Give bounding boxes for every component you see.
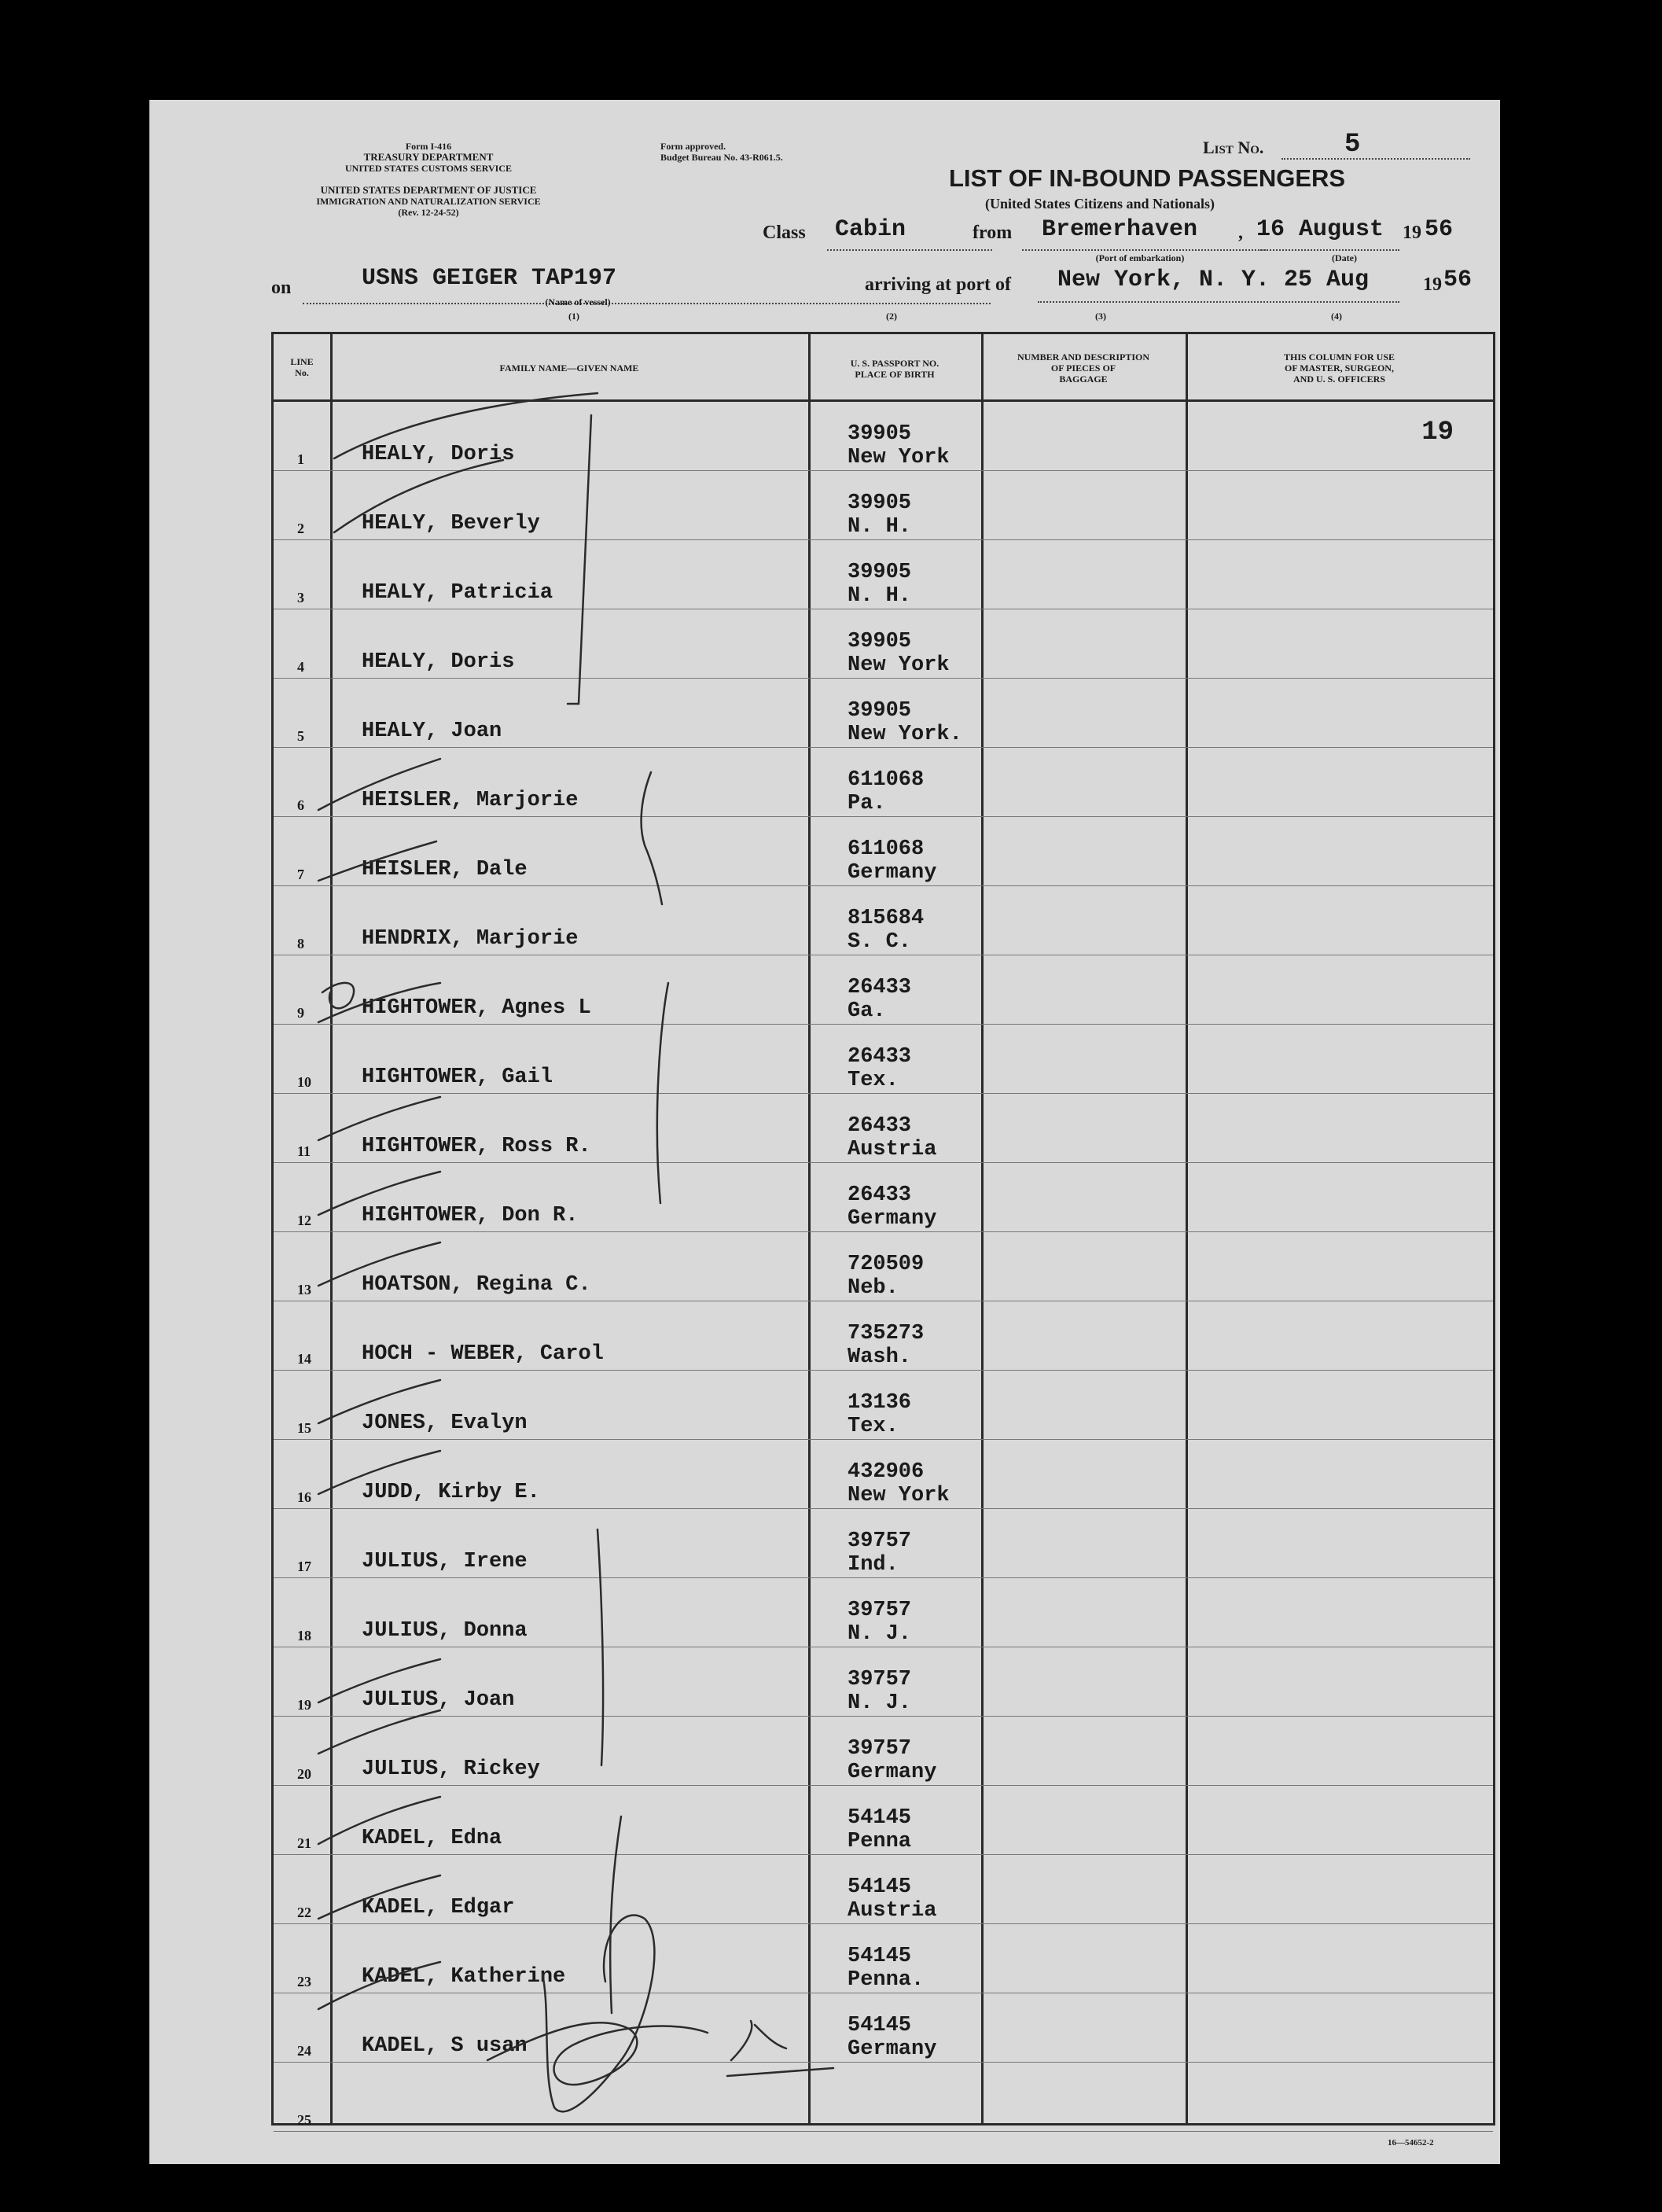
passport-number: 611068 bbox=[848, 768, 925, 792]
line-number: 12 bbox=[297, 1213, 311, 1228]
place-of-birth: Germany bbox=[848, 2037, 937, 2061]
form-title: LIST OF IN-BOUND PASSENGERS bbox=[949, 164, 1346, 192]
passport-number: 39757 bbox=[848, 1668, 912, 1691]
passport-number: 815684 bbox=[848, 907, 925, 930]
list-number-label: List No. bbox=[1203, 138, 1264, 157]
passport-number: 432906 bbox=[848, 1460, 925, 1484]
form-subtitle: (United States Citizens and Nationals) bbox=[985, 196, 1215, 212]
line-number: 13 bbox=[297, 1282, 311, 1297]
passport-number: 54145 bbox=[848, 2014, 912, 2037]
check-mark bbox=[318, 1875, 440, 1919]
passport-number: 26433 bbox=[848, 1114, 912, 1138]
passport-number: 39905 bbox=[848, 699, 912, 723]
passenger-name: HEALY, Patricia bbox=[362, 581, 553, 605]
line-number: 15 bbox=[297, 1420, 311, 1436]
family-bracket-heisler bbox=[642, 772, 662, 904]
family-bracket-julius bbox=[598, 1529, 603, 1765]
place-of-birth: Austria bbox=[848, 1138, 937, 1161]
passenger-name: HENDRIX, Marjorie bbox=[362, 927, 579, 951]
line-number: 16 bbox=[297, 1489, 311, 1505]
passport-number: 611068 bbox=[848, 837, 925, 861]
passport-number: 39757 bbox=[848, 1599, 912, 1622]
list-number: 5 bbox=[1344, 130, 1361, 160]
line-number: 14 bbox=[297, 1351, 311, 1367]
family-bracket-hightower bbox=[657, 983, 668, 1203]
family-bracket-healy bbox=[568, 415, 591, 704]
line-number: 2 bbox=[297, 521, 304, 536]
from-label: from bbox=[973, 223, 1013, 243]
check-mark bbox=[318, 1710, 440, 1754]
header-family-name: FAMILY NAME—GIVEN NAME bbox=[499, 363, 639, 374]
line-number: 6 bbox=[297, 797, 304, 813]
customs-service: UNITED STATES CUSTOMS SERVICE bbox=[345, 163, 512, 174]
passport-number: 39905 bbox=[848, 422, 912, 446]
place-of-birth: Germany bbox=[848, 861, 937, 885]
passenger-name: HEALY, Doris bbox=[362, 443, 515, 466]
treasury-department: TREASURY DEPARTMENT bbox=[363, 151, 494, 163]
column-2-number: (2) bbox=[886, 311, 897, 322]
line-number: 21 bbox=[297, 1835, 311, 1851]
check-mark bbox=[318, 1380, 440, 1423]
form-number: Form I-416 bbox=[405, 141, 452, 152]
footer-code: 16—54652-2 bbox=[1388, 2138, 1434, 2148]
place-of-birth: New York bbox=[848, 446, 950, 469]
passenger-name: JONES, Evalyn bbox=[362, 1411, 528, 1435]
check-mark bbox=[334, 393, 598, 458]
line-number: 18 bbox=[297, 1628, 311, 1643]
passport-number: 26433 bbox=[848, 976, 912, 999]
initials-mark bbox=[727, 2021, 833, 2076]
place-of-birth: New York bbox=[848, 653, 950, 677]
passport-number: 13136 bbox=[848, 1391, 912, 1415]
comma: , bbox=[1238, 223, 1243, 243]
place-of-birth: Ind. bbox=[848, 1553, 899, 1577]
line-number: 8 bbox=[297, 936, 304, 951]
date-year: 56 bbox=[1425, 216, 1454, 243]
place-of-birth: Germany bbox=[848, 1207, 937, 1231]
check-mark bbox=[318, 1797, 440, 1844]
line-number: 3 bbox=[297, 590, 304, 605]
passport-number: 54145 bbox=[848, 1875, 912, 1899]
place-of-birth: N. J. bbox=[848, 1691, 912, 1715]
line-number: 9 bbox=[297, 1005, 304, 1021]
check-mark bbox=[318, 1451, 440, 1494]
passenger-name: JULIUS, Donna bbox=[362, 1619, 528, 1643]
passenger-name: JULIUS, Joan bbox=[362, 1688, 515, 1712]
class-value: Cabin bbox=[835, 216, 906, 243]
check-mark bbox=[318, 1659, 440, 1702]
check-mark bbox=[318, 983, 440, 1022]
passport-number: 39757 bbox=[848, 1529, 912, 1553]
vessel-name: USNS GEIGER TAP197 bbox=[362, 265, 617, 292]
line-number: 11 bbox=[297, 1143, 311, 1159]
arrival-year-prefix: 19 bbox=[1423, 274, 1442, 295]
arrival-port-date: New York, N. Y. 25 Aug bbox=[1057, 267, 1370, 293]
line-number: 24 bbox=[297, 2043, 311, 2059]
passport-number: 54145 bbox=[848, 1945, 912, 1968]
place-of-birth: Penna. bbox=[848, 1968, 925, 1992]
arriving-label: arriving at port of bbox=[865, 274, 1011, 295]
place-of-birth: N. J. bbox=[848, 1622, 912, 1646]
passenger-name: HIGHTOWER, Gail bbox=[362, 1066, 553, 1089]
arrival-year: 56 bbox=[1443, 267, 1473, 293]
date-year-prefix: 19 bbox=[1403, 223, 1421, 243]
passport-number: 735273 bbox=[848, 1322, 925, 1345]
passport-number: 26433 bbox=[848, 1045, 912, 1069]
passenger-name: HIGHTOWER, Don R. bbox=[362, 1204, 579, 1227]
embark-caption: (Port of embarkation) bbox=[1095, 252, 1185, 263]
line-number: 19 bbox=[297, 1697, 311, 1713]
signature-scrawl bbox=[487, 2022, 708, 2085]
passenger-name: KADEL, Katherine bbox=[362, 1965, 566, 1989]
place-of-birth: Austria bbox=[848, 1899, 937, 1923]
place-of-birth: New York bbox=[848, 1484, 950, 1507]
passenger-name: HEALY, Doris bbox=[362, 650, 515, 674]
check-mark bbox=[318, 1172, 440, 1215]
budget-bureau: Budget Bureau No. 43-R061.5. bbox=[660, 152, 783, 163]
place-of-birth: New York. bbox=[848, 723, 962, 746]
from-value: Bremerhaven bbox=[1042, 216, 1198, 243]
line-number: 4 bbox=[297, 659, 304, 675]
passport-number: 39905 bbox=[848, 491, 912, 515]
officer-note: 19 bbox=[1421, 418, 1454, 447]
form-approved: Form approved. bbox=[660, 141, 726, 152]
passport-number: 26433 bbox=[848, 1183, 912, 1207]
header-officers: THIS COLUMN FOR USE OF MASTER, SURGEON, AND U. S. OFFICERS bbox=[1283, 351, 1395, 385]
revision: (Rev. 12-24-52) bbox=[398, 207, 459, 218]
passport-number: 54145 bbox=[848, 1806, 912, 1830]
date-value: 16 August bbox=[1256, 216, 1384, 243]
column-1-number: (1) bbox=[568, 311, 579, 322]
passenger-name: HEALY, Joan bbox=[362, 720, 502, 743]
place-of-birth: Germany bbox=[848, 1761, 937, 1784]
date-caption: (Date) bbox=[1332, 252, 1357, 263]
check-mark bbox=[318, 759, 440, 810]
line-number: 10 bbox=[297, 1074, 311, 1090]
place-of-birth: Ga. bbox=[848, 999, 886, 1023]
line-number: 22 bbox=[297, 1905, 311, 1920]
passenger-name: HOATSON, Regina C. bbox=[362, 1273, 591, 1297]
passenger-name: KADEL, Edna bbox=[362, 1827, 502, 1850]
place-of-birth: S. C. bbox=[848, 930, 912, 954]
check-mark bbox=[318, 1097, 440, 1140]
on-label: on bbox=[271, 278, 292, 298]
place-of-birth: N. H. bbox=[848, 584, 912, 608]
passport-number: 39905 bbox=[848, 561, 912, 584]
passenger-name: KADEL, Edgar bbox=[362, 1896, 515, 1919]
vessel-caption: (Name of vessel) bbox=[545, 296, 611, 307]
check-mark bbox=[318, 1962, 440, 2009]
check-mark bbox=[334, 460, 503, 532]
place-of-birth: Wash. bbox=[848, 1345, 912, 1369]
header-passport: U. S. PASSPORT NO. PLACE OF BIRTH bbox=[850, 358, 939, 380]
passenger-name: JULIUS, Rickey bbox=[362, 1757, 540, 1781]
passenger-name: KADEL, S usan bbox=[362, 2034, 528, 2058]
passenger-name: HEISLER, Dale bbox=[362, 858, 528, 881]
passenger-name: JULIUS, Irene bbox=[362, 1550, 528, 1573]
line-number: 25 bbox=[297, 2112, 311, 2128]
passenger-name: HOCH - WEBER, Carol bbox=[362, 1342, 604, 1366]
check-mark bbox=[318, 1242, 440, 1286]
ins-service: IMMIGRATION AND NATURALIZATION SERVICE bbox=[316, 196, 541, 207]
line-number: 7 bbox=[297, 867, 304, 882]
justice-department: UNITED STATES DEPARTMENT OF JUSTICE bbox=[320, 184, 537, 196]
circle-mark bbox=[322, 983, 354, 1008]
header-line-no: LINE No. bbox=[290, 356, 314, 378]
place-of-birth: Pa. bbox=[848, 792, 886, 815]
place-of-birth: N. H. bbox=[848, 515, 912, 539]
passenger-name: HEISLER, Marjorie bbox=[362, 789, 579, 812]
column-4-number: (4) bbox=[1331, 311, 1342, 322]
line-number: 20 bbox=[297, 1766, 311, 1782]
place-of-birth: Penna bbox=[848, 1830, 912, 1853]
passenger-name: HIGHTOWER, Ross R. bbox=[362, 1135, 591, 1158]
passenger-name: JUDD, Kirby E. bbox=[362, 1481, 540, 1504]
line-number: 17 bbox=[297, 1559, 311, 1574]
place-of-birth: Tex. bbox=[848, 1415, 899, 1438]
place-of-birth: Tex. bbox=[848, 1069, 899, 1092]
line-number: 5 bbox=[297, 728, 304, 744]
line-number: 1 bbox=[297, 451, 304, 467]
signature-loop bbox=[542, 1915, 654, 2111]
line-number: 23 bbox=[297, 1974, 311, 1989]
class-label: Class bbox=[763, 223, 806, 243]
passport-number: 39905 bbox=[848, 630, 912, 653]
column-3-number: (3) bbox=[1095, 311, 1106, 322]
header-baggage: NUMBER AND DESCRIPTION OF PIECES OF BAGGAGE bbox=[1017, 351, 1150, 385]
passenger-name: HEALY, Beverly bbox=[362, 512, 540, 536]
passport-number: 39757 bbox=[848, 1737, 912, 1761]
check-mark bbox=[318, 841, 436, 881]
place-of-birth: Neb. bbox=[848, 1276, 899, 1300]
passenger-name: HIGHTOWER, Agnes L bbox=[362, 996, 591, 1020]
passport-number: 720509 bbox=[848, 1253, 925, 1276]
family-bracket-kadel bbox=[610, 1816, 621, 2013]
